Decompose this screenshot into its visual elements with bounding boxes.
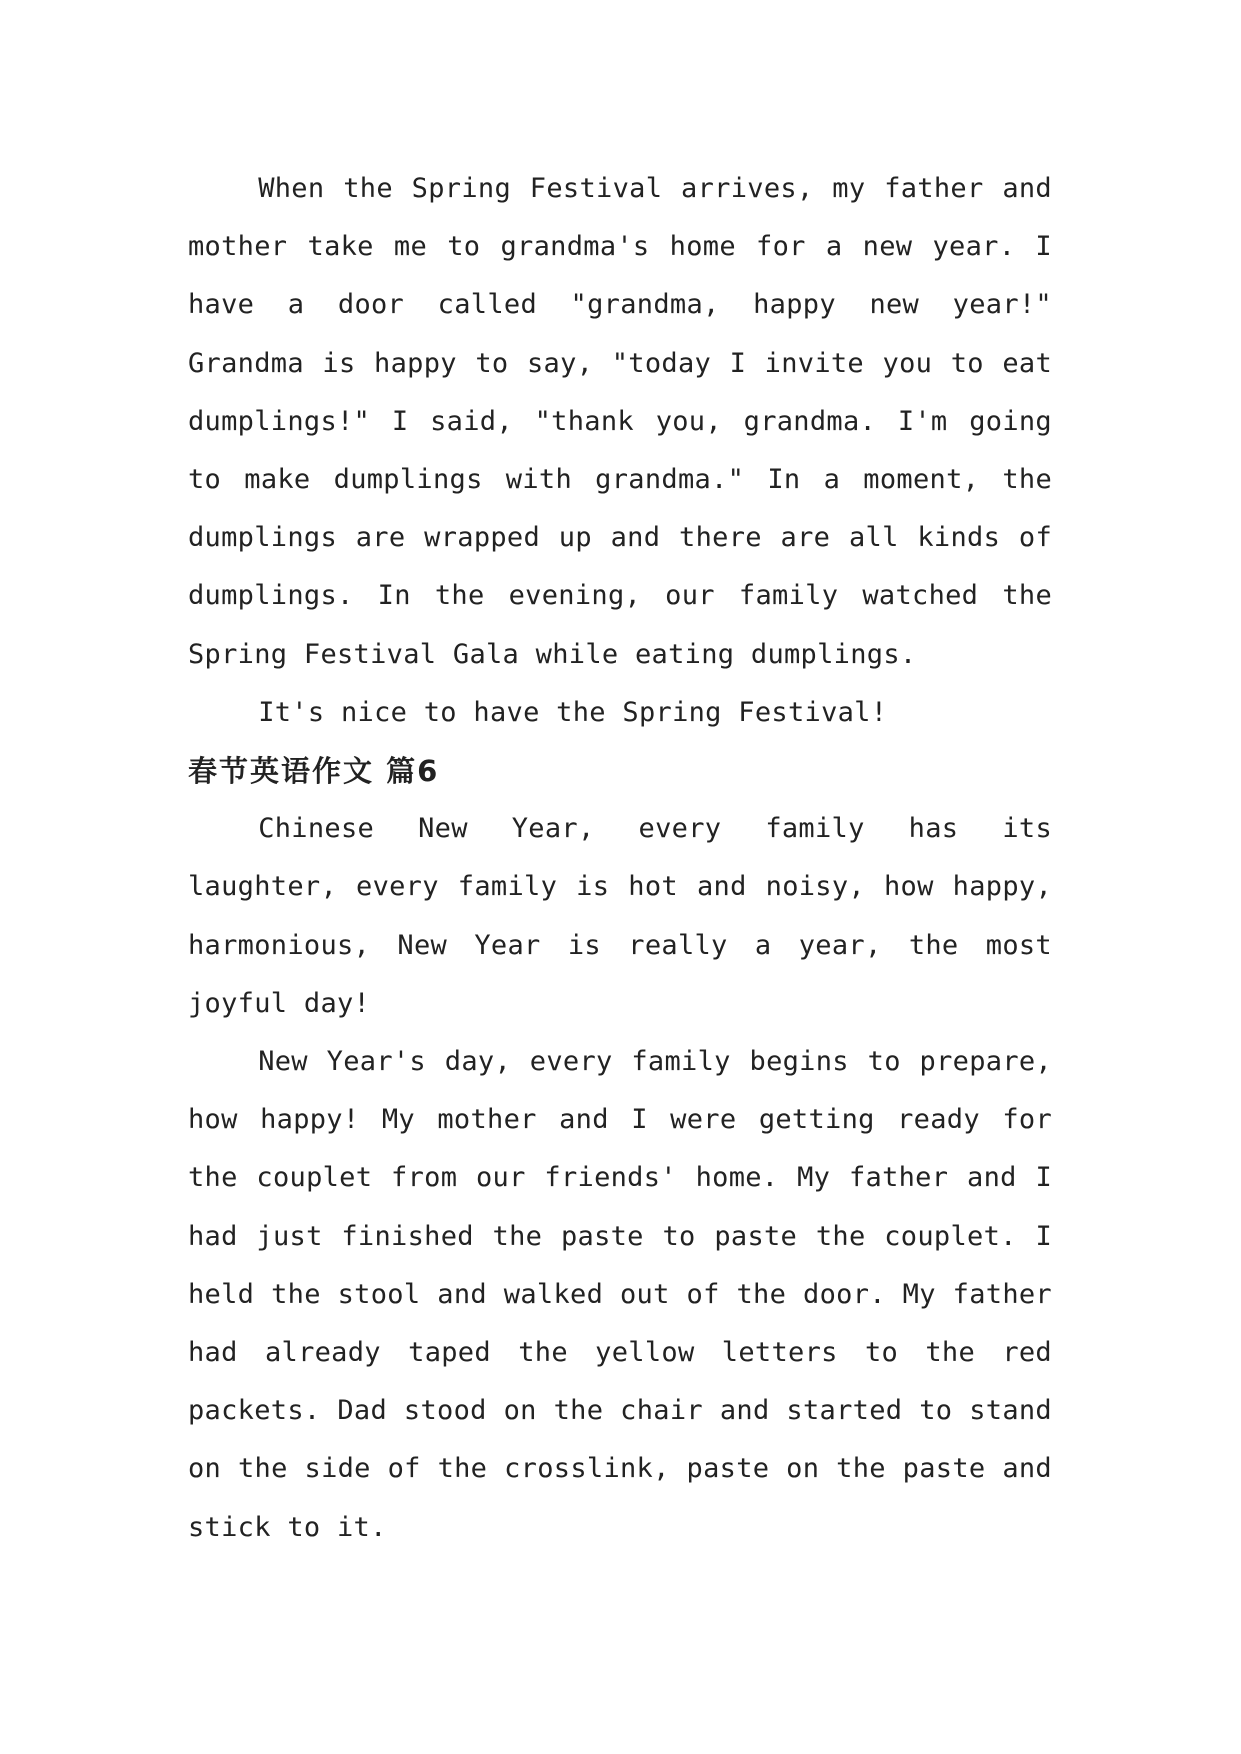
paragraph-spring-festival-visit: When the Spring Festival arrives, my father and mother take me to grandma's home for a new year. I have a door called "grandma, happy new year!" Grandma is happy to say, "today I invite you to eat dumplings!" I said, "thank you, grandma. I'm going to make dumplings with grandma." In a moment, the dumplings are wrapped up and there are all kinds of dumplings. In the evening, our family watched the Spring Festival Gala while eating dumplings. bbox=[188, 173, 1052, 670]
section-heading: 春节英语作文 篇6 bbox=[188, 754, 440, 789]
paragraph-new-years-day: New Year's day, every family begins to prepare, how happy! My mother and I were getting ready for the couplet from our friends' home. My father and I had just finished the paste to paste the couplet. I held the stool and walked out of the door. My father had already taped the yellow letters to the red packets. Dad stood on the chair and started to stand on the side of the crosslink, paste on the paste and stick to it. bbox=[188, 1046, 1052, 1543]
paragraph-nice-festival: It's nice to have the Spring Festival! bbox=[258, 696, 888, 728]
document-body bbox=[188, 160, 1052, 1557]
paragraph-chinese-new-year: Chinese New Year, every family has its laughter, every family is hot and noisy, how happy, harmonious, New Year is really a year, the most joyful day! bbox=[188, 813, 1052, 1019]
